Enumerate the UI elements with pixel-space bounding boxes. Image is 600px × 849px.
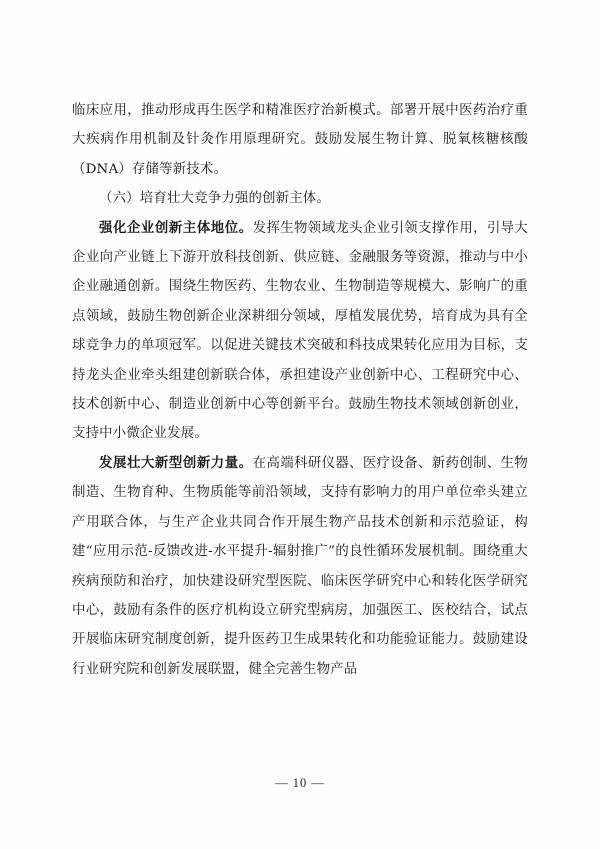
paragraph-lead-in: 强化企业创新主体地位。 xyxy=(99,219,253,236)
paragraph-lead-in: 发展壮大新型创新力量。 xyxy=(99,454,253,471)
paragraph-continued-clinical xyxy=(72,96,528,184)
paragraph-text: 临床应用，推动形成再生医学和精准医疗治新模式。部署开展中医药治疗重大疾病作用机制及针灸作用原理研究。鼓励发展生物计算、脱氧核糖核酸（DNA）存储等新技术。 xyxy=(72,103,528,177)
paragraph-strengthen-enterprise xyxy=(72,214,528,449)
paragraph-text: 发挥生物领域龙头企业引领支撑作用，引导大企业向产业链上下游开放科技创新、供应链、金融服务等资源，推动与中小企业融通创新。围绕生物医药、生物农业、生物制造等规模大、影响广的重点领域，鼓励生物创新企业深耕细分领域，厚植发展优势，培育成为具有全球竞争力的单项冠军。以促进关键技术突破和科技成果转化应用为目标，支持龙头企业牵头组建创新联合体，承担建设产业创新中心、工程研究中心、技术创新中心、制造业创新中心等创新平台。鼓励生物技术领域创新创业，支持中小微企业发展。 xyxy=(72,220,529,442)
paragraph-develop-new-forces xyxy=(72,449,528,684)
page-number: — 10 — xyxy=(275,776,325,790)
paragraph-text: 在高端科研仪器、医疗设备、新药创制、生物制造、生物育种、生物质能等前沿领域，支持有影响力的用户单位牵头建立产用联合体，与生产企业共同合作开展生物产品技术创新和示范验证，构建“应用示范-反馈改进-水平提升-辐射推广”的良性循环发展机制。围绕重大疾病预防和治疗，加快建设研究型医院、临床医学研究中心和转化医学研究中心，鼓励有条件的医疗机构设立研究型病房，加强医工、医校结合，试点开展临床研究制度创新，提升医药卫生成果转化和功能验证能力。鼓励建设行业研究院和创新发展联盟，健全完善生物产品 xyxy=(72,455,529,677)
document-body xyxy=(72,96,528,684)
paragraph-text: （六）培育壮大竞争力强的创新主体。 xyxy=(99,191,331,207)
paragraph-section-six-heading xyxy=(72,184,528,213)
